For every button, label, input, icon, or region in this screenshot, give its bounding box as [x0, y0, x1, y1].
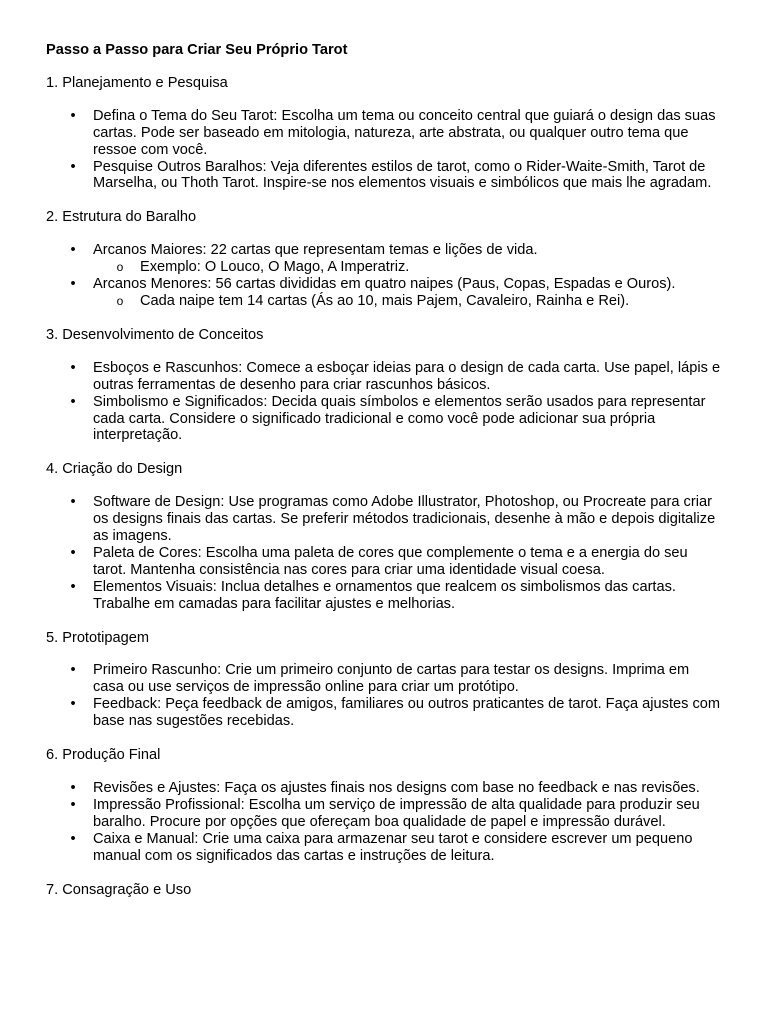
list-item-text: Software de Design: Use programas como Adobe Illustrator, Photoshop, ou Procreate para criar os designs finais das cartas. Se preferir métodos tradicionais, desenhe à mão e depois digitalize as imagens. — [93, 494, 716, 545]
document-title: Passo a Passo para Criar Seu Próprio Tarot — [46, 42, 348, 58]
list-item — [46, 494, 722, 545]
section — [46, 209, 722, 310]
list-item-text: Simbolismo e Significados: Decida quais símbolos e elementos serão usados para representar cada carta. Considere o significado tradicional e como você pode adicionar sua própria interpretação. — [93, 393, 706, 444]
list-item — [46, 831, 722, 865]
section-heading: 1. Planejamento e Pesquisa — [46, 74, 228, 91]
list-item — [46, 242, 722, 276]
sub-bullet-icon: o — [116, 293, 124, 308]
bullet-icon: • — [70, 242, 76, 259]
list-item — [46, 108, 722, 159]
bullet-icon: • — [70, 107, 76, 124]
list-item-text: Feedback: Peça feedback de amigos, familiares ou outros praticantes de tarot. Faça ajustes com base nas sugestões recebidas. — [93, 696, 721, 730]
bullet-list — [46, 242, 722, 310]
bullet-list — [46, 108, 722, 193]
sub-list-item — [93, 293, 722, 310]
section — [46, 882, 722, 899]
list-item — [46, 159, 722, 193]
bullet-icon: • — [70, 796, 76, 813]
bullet-icon: • — [70, 696, 76, 713]
document-body — [46, 75, 722, 899]
list-item-text: Defina o Tema do Seu Tarot: Escolha um tema ou conceito central que guiará o design das suas cartas. Pode ser baseado em mitologia, natureza, arte abstrata, ou qualquer outro tema que ressoe com você. — [93, 107, 716, 158]
bullet-list — [46, 780, 722, 865]
section-heading: 3. Desenvolvimento de Conceitos — [46, 326, 264, 343]
bullet-icon: • — [70, 780, 76, 796]
bullet-list — [46, 360, 722, 445]
section — [46, 630, 722, 731]
list-item-text: Elementos Visuais: Inclua detalhes e ornamentos que realcem os simbolismos das cartas. Trabalhe em camadas para facilitar ajustes e melhorias. — [93, 578, 676, 612]
list-item-text: Caixa e Manual: Crie uma caixa para armazenar seu tarot e considere escrever um pequeno manual com os significados das cartas e instruções de leitura. — [93, 830, 693, 864]
list-item — [46, 545, 722, 579]
bullet-icon: • — [70, 544, 76, 561]
sub-list-item-text: Cada naipe tem 14 cartas (Ás ao 10, mais Pajem, Cavaleiro, Rainha e Rei). — [140, 292, 630, 309]
list-item — [46, 579, 722, 613]
list-item-text: Pesquise Outros Baralhos: Veja diferentes estilos de tarot, como o Rider-Waite-Smith, Tarot de Marselha, ou Thoth Tarot. Inspire-se nos elementos visuais e simbólicos que mais lhe agradam. — [93, 158, 712, 192]
bullet-icon: • — [70, 494, 76, 511]
bullet-icon: • — [70, 662, 76, 679]
section-heading: 6. Produção Final — [46, 747, 161, 764]
section — [46, 75, 722, 192]
list-item — [46, 780, 722, 797]
list-item — [46, 797, 722, 831]
list-item — [46, 662, 722, 696]
section-heading: 7. Consagração e Uso — [46, 881, 192, 898]
list-item-text: Paleta de Cores: Escolha uma paleta de cores que complemente o tema e a energia do seu tarot. Mantenha consistência nas cores para criar uma identidade visual coesa. — [93, 544, 688, 578]
list-item — [46, 394, 722, 445]
bullet-icon: • — [70, 158, 76, 175]
list-item-text: Esboços e Rascunhos: Comece a esboçar ideias para o design de cada carta. Use papel, lápis e outras ferramentas de desenho para criar rascunhos básicos. — [93, 359, 721, 393]
bullet-list — [46, 494, 722, 612]
list-item-text: Primeiro Rascunho: Crie um primeiro conjunto de cartas para testar os designs. Imprima em casa ou use serviços de impressão online para criar um protótipo. — [93, 662, 690, 696]
section-heading: 2. Estrutura do Baralho — [46, 209, 197, 226]
list-item — [46, 276, 722, 310]
list-item-text: Impressão Profissional: Escolha um serviço de impressão de alta qualidade para produzir seu baralho. Procure por opções que ofereçam boa qualidade de papel e impressão durável. — [93, 796, 700, 830]
list-item-text: Arcanos Maiores: 22 cartas que representam temas e lições de vida. — [93, 242, 538, 259]
section-heading: 4. Criação do Design — [46, 461, 183, 478]
sub-list-item-text: Exemplo: O Louco, O Mago, A Imperatriz. — [140, 259, 410, 276]
section-heading: 5. Prototipagem — [46, 629, 150, 646]
bullet-icon: • — [70, 830, 76, 847]
sub-bullet-icon: o — [116, 260, 124, 275]
bullet-list — [46, 662, 722, 730]
section — [46, 327, 722, 444]
list-item-text: Revisões e Ajustes: Faça os ajustes finais nos designs com base no feedback e nas revisões. — [93, 780, 700, 796]
section — [46, 461, 722, 612]
section — [46, 747, 722, 864]
list-item — [46, 360, 722, 394]
sub-list — [93, 259, 722, 276]
bullet-icon: • — [70, 393, 76, 410]
sub-list-item — [93, 259, 722, 276]
bullet-icon: • — [70, 578, 76, 595]
bullet-icon: • — [70, 359, 76, 376]
list-item — [46, 696, 722, 730]
bullet-icon: • — [70, 276, 76, 293]
sub-list — [93, 293, 722, 310]
list-item-text: Arcanos Menores: 56 cartas divididas em quatro naipes (Paus, Copas, Espadas e Ouros). — [93, 276, 676, 293]
